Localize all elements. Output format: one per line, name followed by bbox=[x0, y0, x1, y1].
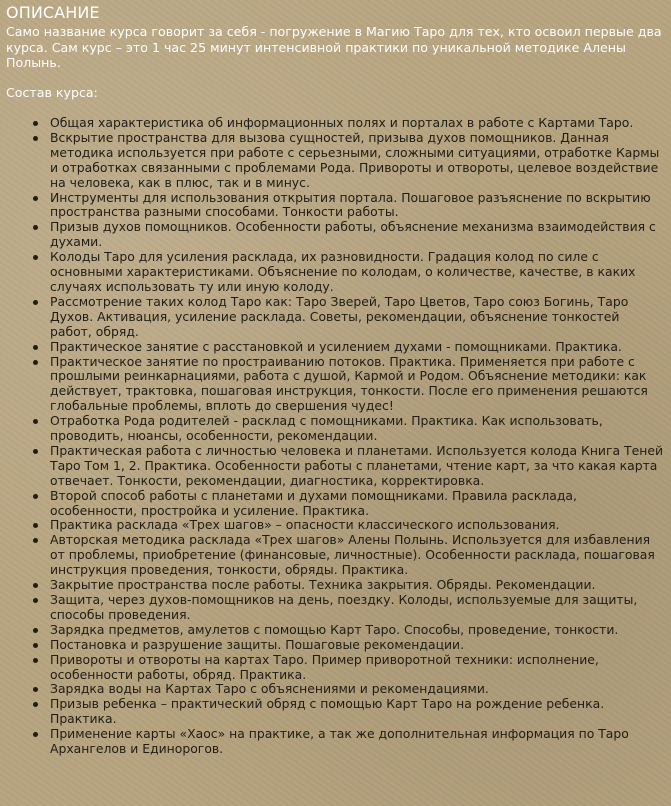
course-item: Отработка Рода родителей - расклад с помощниками. Практика. Как использовать, проводить, нюансы, особенности, рекомендации. bbox=[50, 414, 665, 444]
course-item: Колоды Таро для усиления расклада, их разновидности. Градация колод по силе с основными характеристиками. Объяснение по колодам, о количестве, качестве, в каких случаях использовать ту или иную колоду. bbox=[50, 250, 665, 295]
course-item: Практическое занятие с расстановкой и усилением духами - помощниками. Практика. bbox=[50, 340, 665, 355]
course-item: Призыв духов помощников. Особенности работы, объяснение механизма взаимодействия с духами. bbox=[50, 220, 665, 250]
course-item: Второй способ работы с планетами и духами помощниками. Правила расклада, особенности, простройка и усиление. Практика. bbox=[50, 489, 665, 519]
course-items-list bbox=[6, 116, 665, 757]
course-item: Вскрытие пространства для вызова сущностей, призыва духов помощников. Данная методика используется при работе с серьезными, сложными ситуациями, отработке Кармы и отработках связанными с проблемами Рода. Привороты и отвороты, целевое воздействие на человека, как в плюс, так и в минус. bbox=[50, 131, 665, 191]
course-item: Зарядка предметов, амулетов с помощью Карт Таро. Способы, проведение, тонкости. bbox=[50, 623, 665, 638]
course-item: Призыв ребенка – практический обряд с помощью Карт Таро на рождение ребенка. Практика. bbox=[50, 697, 665, 727]
course-item: Зарядка воды на Картах Таро с объяснениями и рекомендациями. bbox=[50, 682, 665, 697]
course-item: Авторская методика расклада «Трех шагов» Алены Полынь. Используется для избавления от проблемы, приобретение (финансовые, личностные). Особенности расклада, пошаговая инструкция проведения, тонкости, обряды. Практика. bbox=[50, 533, 665, 578]
course-item: Постановка и разрушение защиты. Пошаговые рекомендации. bbox=[50, 638, 665, 653]
course-item: Общая характеристика об информационных полях и порталах в работе с Картами Таро. bbox=[50, 116, 665, 131]
course-heading: Состав курса: bbox=[6, 84, 98, 100]
course-item: Инструменты для использования открытия портала. Пошаговое разъяснение по вскрытию пространства разными способами. Тонкости работы. bbox=[50, 191, 665, 221]
course-item: Привороты и отвороты на картах Таро. Пример приворотной техники: исполнение, особенности работы, обряд. Практика. bbox=[50, 653, 665, 683]
course-item: Практика расклада «Трех шагов» – опасности классического использования. bbox=[50, 518, 665, 533]
course-item: Применение карты «Хаос» на практике, а так же дополнительная информация по Таро Архангелов и Единорогов. bbox=[50, 727, 665, 757]
course-item: Защита, через духов-помощников на день, поездку. Колоды, используемые для защиты, способы проведения. bbox=[50, 593, 665, 623]
course-item: Практическое занятие по прострaиванию потоков. Практика. Применяется при работе с прошлыми реинкарнациями, работа с душой, Кармой и Родом. Объяснение методики: как действует, трактовка, пошаговая инструкция, тонкости. После его применения решаются глобальные проблемы, вплоть до свершения чудес! bbox=[50, 355, 665, 415]
course-item: Рассмотрение таких колод Таро как: Таро Зверей, Таро Цветов, Таро союз Богинь, Таро Духов. Активация, усиление расклада. Советы, рекомендации, объяснение тонкостей работ, обряд. bbox=[50, 295, 665, 340]
course-intro: Само название курса говорит за себя - погружение в Магию Таро для тех, кто освоил первые два курса. Сам курс – это 1 час 25 минут интенсивной практики по уникальной методике Алены Полынь. bbox=[6, 24, 662, 70]
course-item: Закрытие пространства после работы. Техника закрытия. Обряды. Рекомендации. bbox=[50, 578, 665, 593]
course-item: Практическая работа с личностью человека и планетами. Используется колода Книга Теней Таро Том 1, 2. Практика. Особенности работы с планетами, чтение карт, за что какая карта отвечает. Тонкости, рекомендации, диагностика, корректировка. bbox=[50, 442, 663, 488]
section-title: ОПИСАНИЕ bbox=[6, 3, 100, 22]
